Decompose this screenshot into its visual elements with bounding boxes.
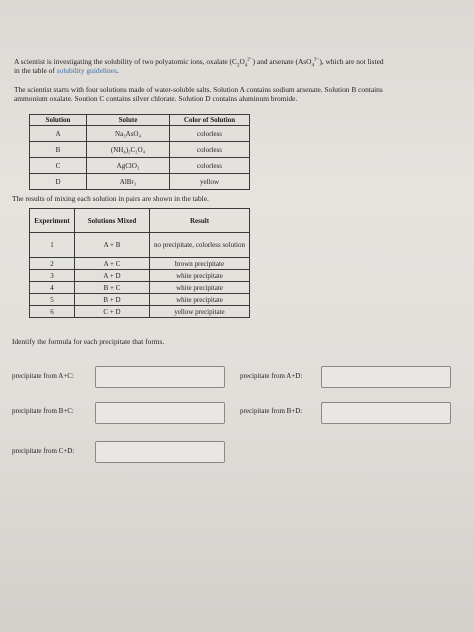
answer-input-cd[interactable] [95, 441, 225, 463]
solution-cell: C [30, 158, 87, 174]
solubility-guidelines-link[interactable]: solubility guidelines [56, 66, 117, 76]
result-cell: white precipitate [150, 294, 250, 306]
table-row [30, 142, 250, 158]
table-row [30, 306, 250, 318]
intro-paragraph: A scientist is investigating the solubility of two polyatomic ions, oxalate $(C_2O_4^{2-})$ and arsenate (AsO$_4^{3-}$), which are not listed in the table of solubility guidelines. [14, 57, 384, 76]
result-cell: white precipitate [150, 270, 250, 282]
experiment-cell: 2 [30, 258, 75, 270]
answer-input-ac[interactable] [95, 366, 225, 388]
color-cell: colorless [170, 142, 250, 158]
solution-cell: A [30, 126, 87, 142]
result-cell: no precipitate, colorless solution [150, 233, 250, 258]
table-row [30, 174, 250, 190]
mixed-cell: A + B [75, 233, 150, 258]
table-row [30, 158, 250, 174]
mixed-cell: A + C [75, 258, 150, 270]
table-row [30, 258, 250, 270]
results-table [29, 208, 250, 318]
mixed-cell: C + D [75, 306, 150, 318]
mixed-cell: A + D [75, 270, 150, 282]
header-experiment: Experiment [30, 209, 75, 233]
color-cell: colorless [170, 126, 250, 142]
intro-line1-a: A scientist is investigating the solubility of two polyatomic ions, oxalate (C [14, 57, 237, 66]
experiment-cell: 6 [30, 306, 75, 318]
header-color: Color of Solution [170, 115, 250, 126]
color-cell: colorless [170, 158, 250, 174]
experiment-cell: 3 [30, 270, 75, 282]
experiment-cell: 4 [30, 282, 75, 294]
table-row [30, 126, 250, 142]
intro-line1-b: ) and arsenate (AsO [252, 57, 312, 66]
header-result: Result [150, 209, 250, 233]
intro-line2-a: in the table of [14, 66, 57, 76]
label-bd: precipitate from B+D: [240, 407, 303, 415]
solute-cell: (NH₄)₂C₂O₄ [87, 142, 170, 158]
label-ac: precipitate from A+C: [12, 372, 74, 380]
intro-line1-c: ), which are not listed [319, 57, 384, 66]
color-cell: yellow [170, 174, 250, 190]
result-cell: brown precipitate [150, 258, 250, 270]
header-solution: Solution [30, 115, 87, 126]
header-solutions-mixed: Solutions Mixed [75, 209, 150, 233]
experiment-cell: 1 [30, 233, 75, 258]
intro-line2-b: . [116, 66, 119, 76]
table-row [30, 294, 250, 306]
header-solute: Solute [87, 115, 170, 126]
answer-input-bc[interactable] [95, 402, 225, 424]
description-line1: The scientist starts with four solutions made of water-soluble salts. Solution A contains sodium arsenate. Solution B contains [14, 85, 383, 94]
label-cd: precipitate from C+D: [12, 447, 75, 455]
mixed-cell: B + D [75, 294, 150, 306]
solutions-table [29, 114, 250, 190]
answer-input-bd[interactable] [321, 402, 451, 424]
table-row [30, 270, 250, 282]
description-paragraph [14, 85, 469, 104]
label-bc: precipitate from B+C: [12, 407, 74, 415]
experiment-cell: 5 [30, 294, 75, 306]
solute-cell: AgClO₃ [87, 158, 170, 174]
result-cell: white precipitate [150, 282, 250, 294]
solute-cell: Na₃AsO₄ [87, 126, 170, 142]
instruction-text: Identify the formula for each precipitate that forms. [12, 337, 165, 346]
label-ad: precipitate from A+D: [240, 372, 303, 380]
solution-cell: B [30, 142, 87, 158]
description-line2: ammonium oxalate. Soution C contains silver chlorate. Solution D contains aluminum bromide. [14, 94, 298, 104]
result-cell: yellow precipitate [150, 306, 250, 318]
mix-intro-text: The results of mixing each solution in pairs are shown in the table. [12, 194, 209, 203]
solution-cell: D [30, 174, 87, 190]
table-row [30, 282, 250, 294]
answer-input-ad[interactable] [321, 366, 451, 388]
table-row [30, 233, 250, 258]
mixed-cell: B + C [75, 282, 150, 294]
solute-cell: AlBr₃ [87, 174, 170, 190]
